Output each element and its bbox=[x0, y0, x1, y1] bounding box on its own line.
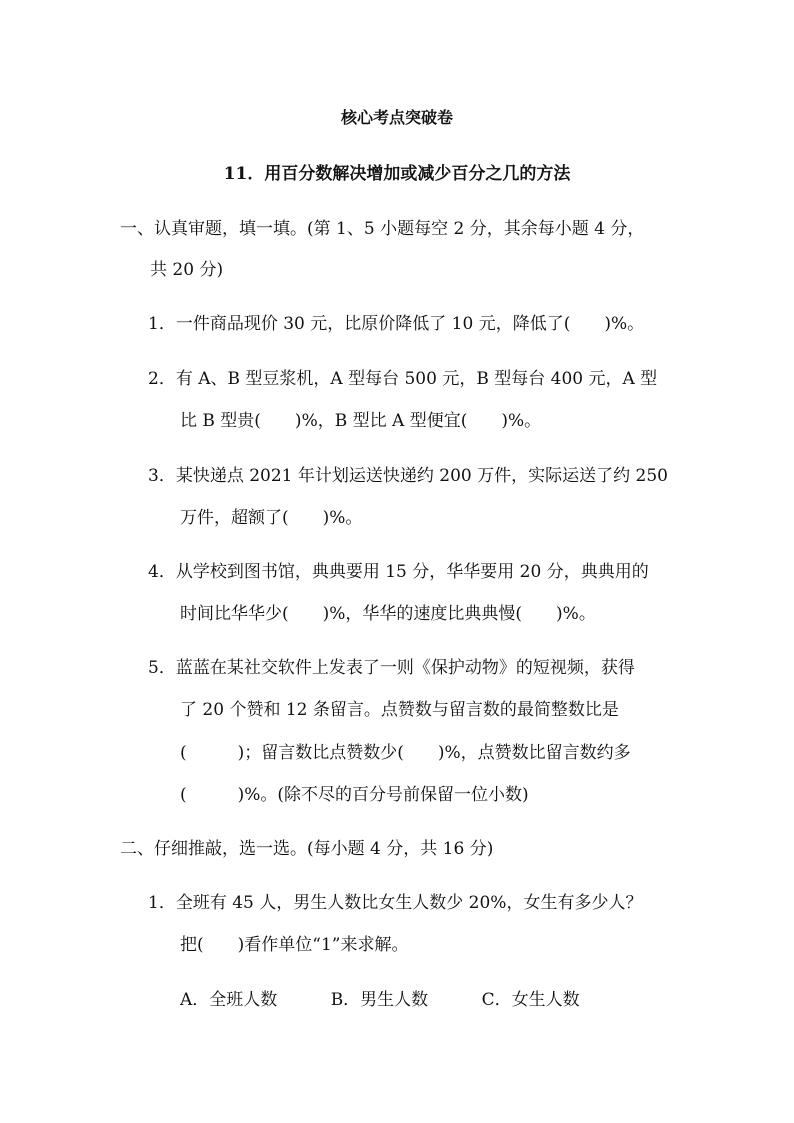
s1-question-5-cont-1: 了 20 个赞和 12 条留言。点赞数与留言数的最简整数比是 bbox=[180, 700, 619, 720]
s2-question-1-cont: 把( )看作单位“1”来求解。 bbox=[180, 935, 409, 955]
s1-question-4: 4．从学校到图书馆，典典要用 15 分，华华要用 20 分，典典用的 bbox=[148, 562, 649, 582]
s1-question-5-cont-3: ( )%。(除不尽的百分号前保留一位小数) bbox=[180, 785, 529, 805]
s1-question-5-cont-2: ( )；留言数比点赞数少( )%，点赞数比留言数约多 bbox=[180, 743, 631, 763]
s1-question-3-cont: 万件，超额了( )%。 bbox=[180, 508, 363, 528]
s1-question-4-cont: 时间比华华少( )%，华华的速度比典典慢( )%。 bbox=[180, 604, 596, 624]
page-subtitle: 11．用百分数解决增加或减少百分之几的方法 bbox=[223, 164, 571, 184]
s2-question-1: 1．全班有 45 人，男生人数比女生人数少 20%，女生有多少人？ bbox=[148, 893, 643, 913]
s1-question-2-cont: 比 B 型贵( )%，B 型比 A 型便宜( )%。 bbox=[180, 411, 542, 431]
s1-question-1: 1．一件商品现价 30 元，比原价降低了 10 元，降低了( )%。 bbox=[148, 314, 645, 334]
section1-heading-cont: 共 20 分) bbox=[150, 260, 224, 280]
option-a: A．全班人数 bbox=[180, 990, 278, 1010]
page-title: 核心考点突破卷 bbox=[340, 108, 453, 127]
s1-question-5: 5．蓝蓝在某社交软件上发表了一则《保护动物》的短视频，获得 bbox=[148, 658, 635, 678]
s1-question-3: 3．某快递点 2021 年计划运送快递约 200 万件，实际运送了约 250 bbox=[148, 466, 668, 486]
s2-question-1-options bbox=[180, 992, 580, 1009]
section2-heading: 二、仔细推敲，选一选。(每小题 4 分，共 16 分) bbox=[120, 839, 494, 859]
section1-heading: 一、认真审题，填一填。(第 1、5 小题每空 2 分，其余每小题 4 分， bbox=[120, 219, 645, 239]
option-c: C．女生人数 bbox=[481, 990, 580, 1010]
option-b: B．男生人数 bbox=[330, 990, 429, 1010]
s1-question-2: 2．有 A、B 型豆浆机，A 型每台 500 元，B 型每台 400 元，A 型 bbox=[148, 369, 658, 389]
